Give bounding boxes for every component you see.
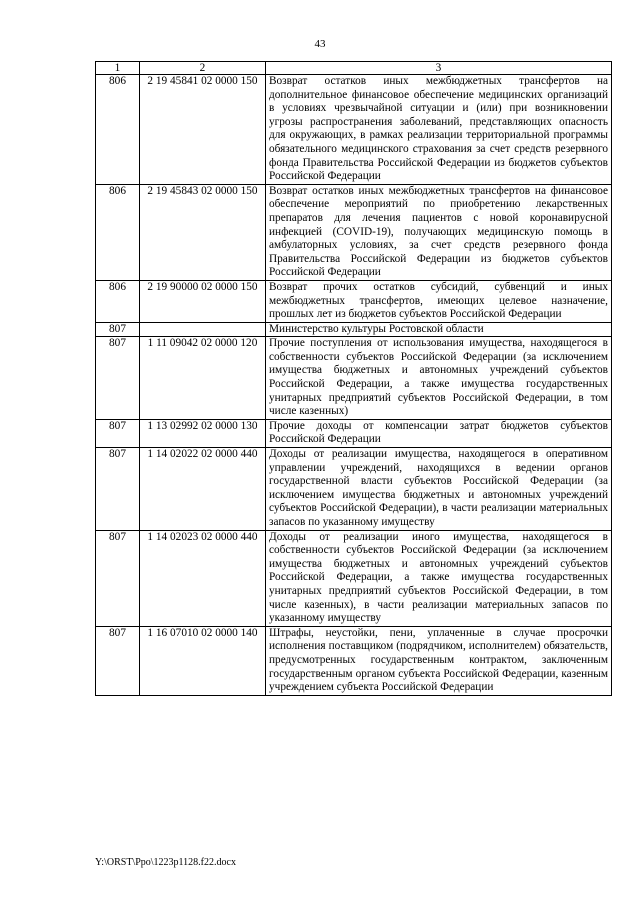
admin-code-cell: 807 <box>96 322 140 337</box>
admin-code-cell: 807 <box>96 626 140 695</box>
revenue-name-cell: Доходы от реализации иного имущества, находящегося в собственности субъектов Российской Федерации (за исключением имущества бюджетных и автономных учреждений субъектов Российской Федерации, а также имущества государственных унитарных предприятий субъектов Российской Федерации, в том числе казенных), в части реализации материальных запасов по указанному имуществу <box>266 530 612 626</box>
table-row <box>96 419 612 447</box>
admin-code-cell: 806 <box>96 184 140 280</box>
header-col-3: 3 <box>266 62 612 75</box>
revenue-name-cell: Прочие доходы от компенсации затрат бюджетов субъектов Российской Федерации <box>266 419 612 447</box>
revenue-name-cell: Прочие поступления от использования имущества, находящегося в собственности субъектов Российской Федерации (за исключением имущества бюджетных и автономных учреждений субъектов Российской Федерации, а также имущества государственных унитарных предприятий субъектов Российской Федерации, в том числе казенных) <box>266 337 612 420</box>
revenue-name-cell: Доходы от реализации имущества, находящегося в оперативном управлении учреждений, находящихся в ведении органов государственной власти субъектов Российской Федерации (за исключением имущества бюджетных и автономных учреждений субъектов Российской Федерации), в части реализации материальных запасов по указанному имуществу <box>266 448 612 531</box>
revenue-code-cell: 1 14 02022 02 0000 440 <box>140 448 266 531</box>
page-number: 43 <box>314 38 326 50</box>
revenue-code-cell: 2 19 90000 02 0000 150 <box>140 280 266 322</box>
table-row <box>96 75 612 185</box>
revenue-name-cell: Возврат остатков иных межбюджетных трансфертов на финансовое обеспечение мероприятий по приобретению лекарственных препаратов для лечения пациентов с новой коронавирусной инфекцией (COVID-19), получающих медицинскую помощь в амбулаторных условиях, за счет средств резервного фонда Правительства Российской Федерации из бюджетов субъектов Российской Федерации <box>266 184 612 280</box>
table-row <box>96 337 612 420</box>
table-row <box>96 626 612 695</box>
table-row <box>96 184 612 280</box>
revenue-codes-table <box>95 61 612 696</box>
revenue-code-cell: 2 19 45843 02 0000 150 <box>140 184 266 280</box>
revenue-code-cell: 1 14 02023 02 0000 440 <box>140 530 266 626</box>
revenue-code-cell: 2 19 45841 02 0000 150 <box>140 75 266 185</box>
revenue-name-cell: Штрафы, неустойки, пени, уплаченные в случае просрочки исполнения поставщиком (подрядчиком, исполнителем) обязательств, предусмотренных государственным контрактом, заключенным государственным органом субъекта Российской Федерации, казенным учреждением субъекта Российской Федерации <box>266 626 612 695</box>
admin-code-cell: 807 <box>96 419 140 447</box>
table-header-row <box>96 62 612 75</box>
admin-code-cell: 806 <box>96 75 140 185</box>
table-row <box>96 280 612 322</box>
admin-code-cell: 807 <box>96 530 140 626</box>
admin-code-cell: 807 <box>96 337 140 420</box>
revenue-code-cell <box>140 322 266 337</box>
admin-code-cell: 806 <box>96 280 140 322</box>
revenue-name-cell: Возврат прочих остатков субсидий, субвенций и иных межбюджетных трансфертов, имеющих целевое назначение, прошлых лет из бюджетов субъектов Российской Федерации <box>266 280 612 322</box>
file-path-footer: Y:\ORST\Ppo\1223p1128.f22.docx <box>95 857 236 868</box>
revenue-code-cell: 1 11 09042 02 0000 120 <box>140 337 266 420</box>
revenue-name-cell: Министерство культуры Ростовской области <box>266 322 612 337</box>
revenue-code-cell: 1 13 02992 02 0000 130 <box>140 419 266 447</box>
revenue-name-cell: Возврат остатков иных межбюджетных трансфертов на дополнительное финансовое обеспечение медицинских организаций в условиях чрезвычайной ситуации и (или) при возникновении угрозы распространения заболеваний, представляющих опасность для окружающих, в рамках реализации территориальной программы обязательного медицинского страхования за счет средств резервного фонда Правительства Российской Федерации из бюджетов субъектов Российской Федерации <box>266 75 612 185</box>
header-col-2: 2 <box>140 62 266 75</box>
revenue-code-cell: 1 16 07010 02 0000 140 <box>140 626 266 695</box>
header-col-1: 1 <box>96 62 140 75</box>
admin-code-cell: 807 <box>96 448 140 531</box>
table-row <box>96 448 612 531</box>
table-row <box>96 322 612 337</box>
table-row <box>96 530 612 626</box>
